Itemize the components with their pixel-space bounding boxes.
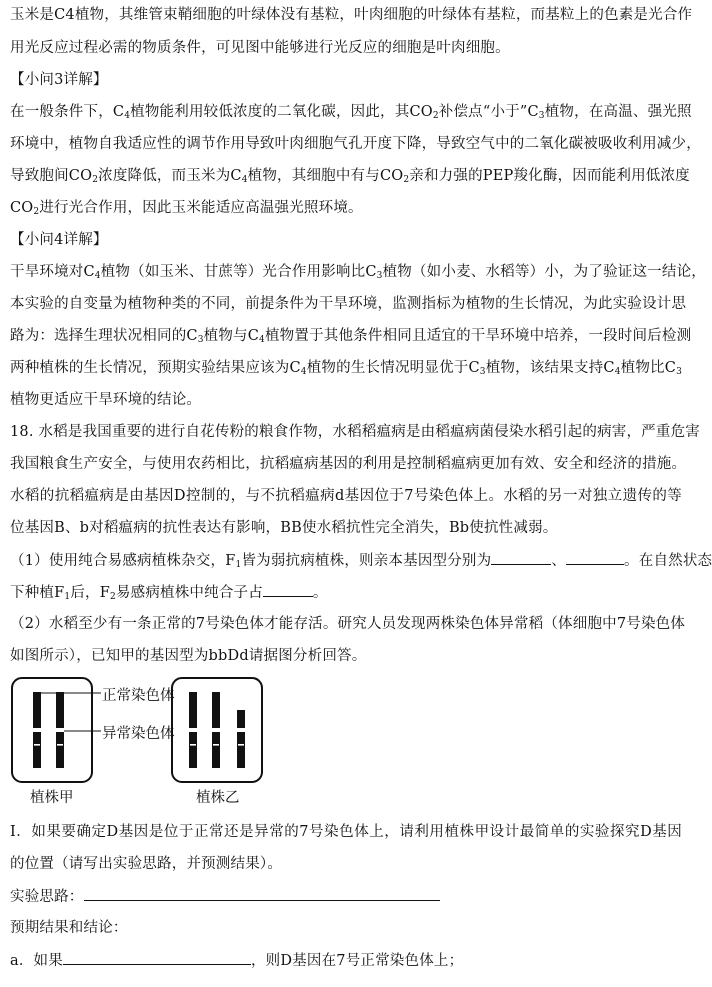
question-part-2: （2）水稻至少有一条正常的7号染色体才能存活。研究人员发现两株染色体异常稻（体细胞中7号染色体 [10, 616, 686, 632]
text-line: 水稻的抗稻瘟病是由基因D控制的，与不抗稻瘟病d基因位于7号染色体上。水稻的另一对独立遗传的等 [10, 488, 682, 504]
text-line: 如图所示），已知甲的基因型为bbDd请据图分析回答。 [10, 648, 367, 664]
text-line: 预期结果和结论： [10, 920, 128, 936]
text-line: 两种植株的生长情况，预期实验结果应该为$C_4$植物的生长情况明显优于$C_3$植物，该结果支持$C_4$植物比$C_3$ [10, 360, 682, 377]
text-line: $CO_2$进行光合作用，因此玉米能适应高温强光照环境。 [10, 200, 363, 217]
text-line: 路为：选择生理状况相同的$C_3$植物与$C_4$植物置于其他条件相同且适宜的干旱环境中培养，一段时间后检测 [10, 328, 692, 345]
section-heading: 【小问3详解】 [10, 72, 108, 88]
text-line: 在一般条件下，$C_4$植物能利用较低浓度的二氧化碳，因此，其$CO_2$补偿点“小于$”C_3$植物，在高温、强光照 [10, 104, 692, 121]
text-line: 下种植$F_1$后，$F_2$易感病植株中纯合子占 。 [10, 582, 682, 603]
question-18: 18. 水稻是我国重要的进行自花传粉的粮食作物，水稻稻瘟病是由稻瘟病菌侵染水稻引起的病害，严重危害 [10, 424, 700, 440]
plant-a-box [12, 678, 92, 782]
chromosome-diagram [0, 672, 692, 812]
text-line: 的位置（请写出实验思路，并预测结果）。 [10, 856, 283, 872]
plant-b-chromosome-3 [237, 710, 245, 768]
text-line: 环境中，植物自我适应性的调节作用导致叶肉细胞气孔开度下降，导致空气中的二氧化碳被吸收利用减少， [10, 136, 701, 152]
text-line: 我国粮食生产安全，与使用农药相比，抗稻瘟病基因的利用是控制稻瘟病更加有效、安全和经济的措施。 [10, 456, 687, 472]
caption-plant-b: 植株乙 [196, 790, 240, 806]
text-line: 位基因B、b对稻瘟病的抗性表达有影响，BB使水稻抗性完全消失，Bb使抗性减弱。 [10, 520, 558, 536]
question-part-2-i: Ⅰ．如果要确定D基因是位于正常还是异常的7号染色体上，请利用植株甲设计最简单的实验探究D基因 [10, 824, 682, 840]
label-normal-chromosome: 正常染色体 [102, 688, 175, 704]
text-line: 导致胞间$CO_2$浓度降低，而玉米为$C_4$植物，其细胞中有与$CO_2$亲和力强的PEP羧化酶，因而能利用低浓度 [10, 168, 690, 185]
text-line: 植物更适应干旱环境的结论。 [10, 392, 202, 408]
text-line: 本实验的自变量为植物种类的不同，前提条件为干旱环境，监测指标为植物的生长情况，为此实验设计思 [10, 296, 687, 312]
question-part-1: （1）使用纯合易感病植株杂交，$F_1$皆为弱抗病植株，则亲本基因型分别为 、 。在自然状态 [10, 550, 682, 571]
result-a-line: a．如果 ，则D基因在7号正常染色体上； [10, 950, 682, 971]
section-heading: 【小问4详解】 [10, 232, 108, 248]
text-line: 玉米是C4植物，其维管束鞘细胞的叶绿体没有基粒，叶肉细胞的叶绿体有基粒，而基粒上的色素是光合作 [10, 7, 693, 23]
experiment-idea-line: 实验思路： [10, 886, 682, 907]
label-abnormal-chromosome: 异常染色体 [102, 726, 175, 742]
text-line: 干旱环境对$C_4$植物（如玉米、甘蔗等）光合作用影响比$C_3$植物（如小麦、水稻等）小，为了验证这一结论， [10, 264, 706, 281]
text-line: 用光反应过程必需的物质条件，可见图中能够进行光反应的细胞是叶肉细胞。 [10, 40, 510, 56]
caption-plant-a: 植株甲 [30, 790, 74, 806]
